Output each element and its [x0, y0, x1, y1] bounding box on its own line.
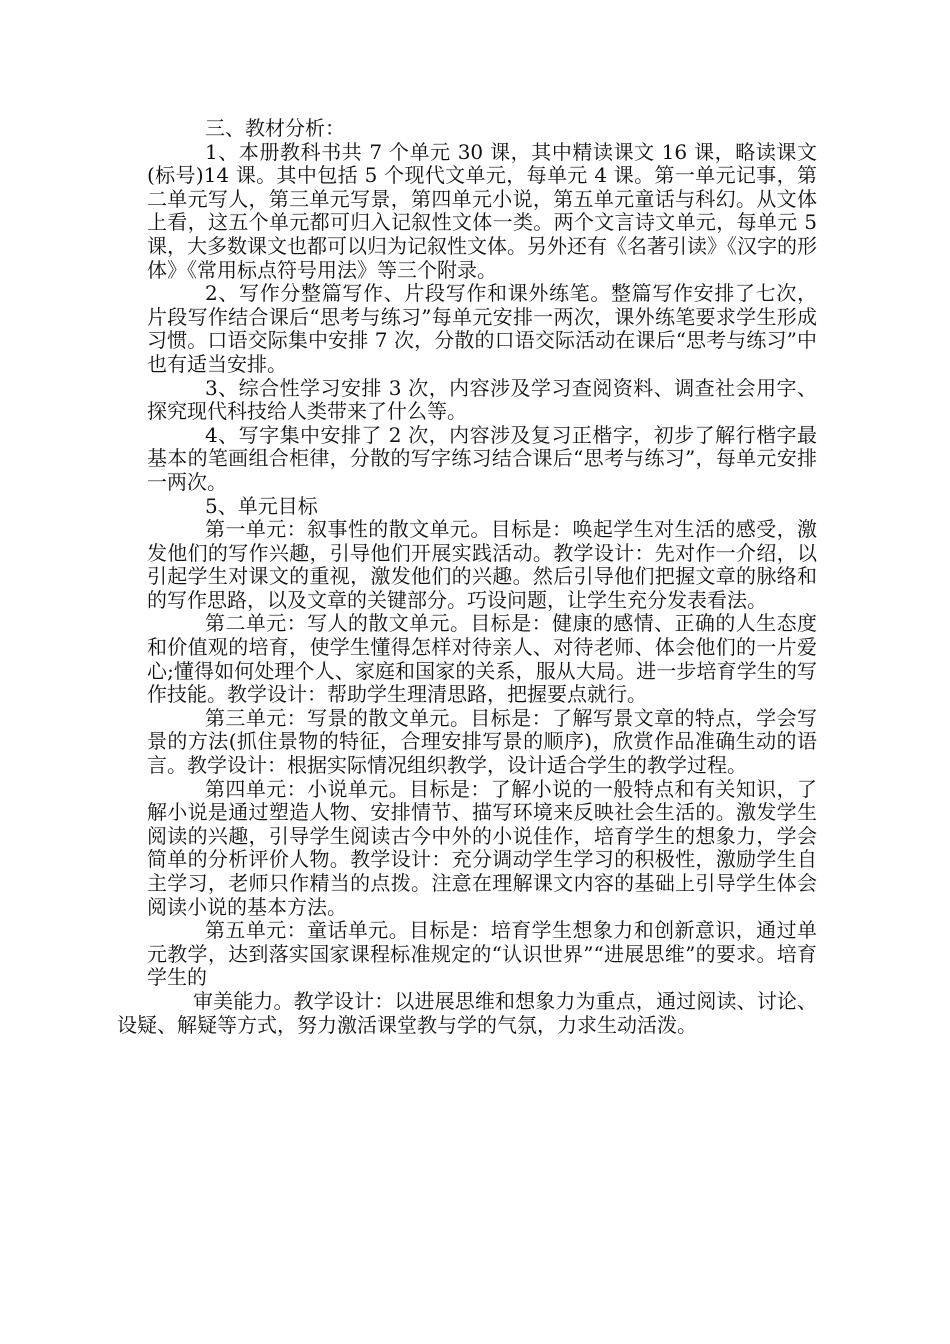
unit-goals-heading: 5、单元目标 [205, 493, 318, 518]
paragraph-unit-four: 第四单元：小说单元。目标是：了解小说的一般特点和有关知识，了解小说是通过塑造人物、安排情节、描写环境来反映社会生活的。激发学生阅读的兴趣，引导学生阅读古今中外的小说佳作，培育学生的想象力，学会简单的分析评价人物。教学设计：充分调动学生学习的积极性，激励学生自主学习，老师只作精当的点拨。注意在理解课文内容的基础上引导学生体会阅读小说的基本方法。 [147, 776, 817, 919]
paragraph-unit-five: 第五单元：童话单元。目标是：培育学生想象力和创新意识，通过单元教学，达到落实国家课程标准规定的“认识世界”“进展思维”的要求。培育学生的 [147, 918, 817, 990]
paragraph-writing: 2、写作分整篇写作、片段写作和课外练笔。整篇写作安排了七次，片段写作结合课后“思考与练习”每单元安排一两次，课外练笔要求学生形成习惯。口语交际集中安排 7 次，分散的口语交际活动在课后“思考与练习”中也有适当安排。 [147, 281, 817, 376]
document-body [117, 116, 817, 1037]
paragraph-unit-three: 第三单元：写景的散文单元。目标是：了解写景文章的特点，学会写景的方法(抓住景物的特征，合理安排写景的顺序)，欣赏作品准确生动的语言。教学设计：根据实际情况组织教学，设计适合学生的教学过程。 [147, 705, 817, 778]
paragraph-unit-one: 第一单元：叙事性的散文单元。目标是：唤起学生对生活的感受，激发他们的写作兴趣，引导他们开展实践活动。教学设计：先对作一介绍，以引起学生对课文的重视，激发他们的兴趣。然后引导他们把握文章的脉络和的写作思路，以及文章的关键部分。巧设问题，让学生充分发表看法。 [147, 517, 817, 612]
paragraph-unit-two: 第二单元：写人的散文单元。目标是：健康的感情、正确的人生态度和价值观的培育，使学生懂得怎样对待亲人、对待老师、体会他们的一片爱心;懂得如何处理个人、家庭和国家的关系，服从大局。进一步培育学生的写作技能。教学设计：帮助学生理清思路，把握要点就行。 [147, 611, 817, 707]
paragraph-comprehensive-learning: 3、综合性学习安排 3 次，内容涉及学习查阅资料、调查社会用字、探究现代科技给人类带来了什么等。 [147, 375, 817, 424]
paragraph-handwriting: 4、写字集中安排了 2 次，内容涉及复习正楷字，初步了解行楷字最基本的笔画组合柜律，分散的写字练习结合课后“思考与练习”，每单元安排一两次。 [147, 422, 817, 494]
section-heading: 三、教材分析： [205, 116, 345, 140]
paragraph-textbook-structure: 1、本册教科书共 7 个单元 30 课，其中精读课文 16 课，略读课文(标号)14 课。其中包括 5 个现代文单元，每单元 4 课。第一单元记事，第二单元写人，第三单元写景，第四单元小说，第五单元童话与科幻。从文体上看，这五个单元都可归入记叙性文体一类。两个文言诗文单元，每单元 5 课，大多数课文也都可以归为记叙性文体。另外还有《名著引读》《汉字的形体》《常用标点符号用法》等三个附录。 [147, 139, 817, 282]
paragraph-unit-five-continued: 审美能力。教学设计：以进展思维和想象力为重点，通过阅读、讨论、设疑、解疑等方式，努力激活课堂教与学的气氛，力求生动活泼。 [117, 988, 817, 1037]
